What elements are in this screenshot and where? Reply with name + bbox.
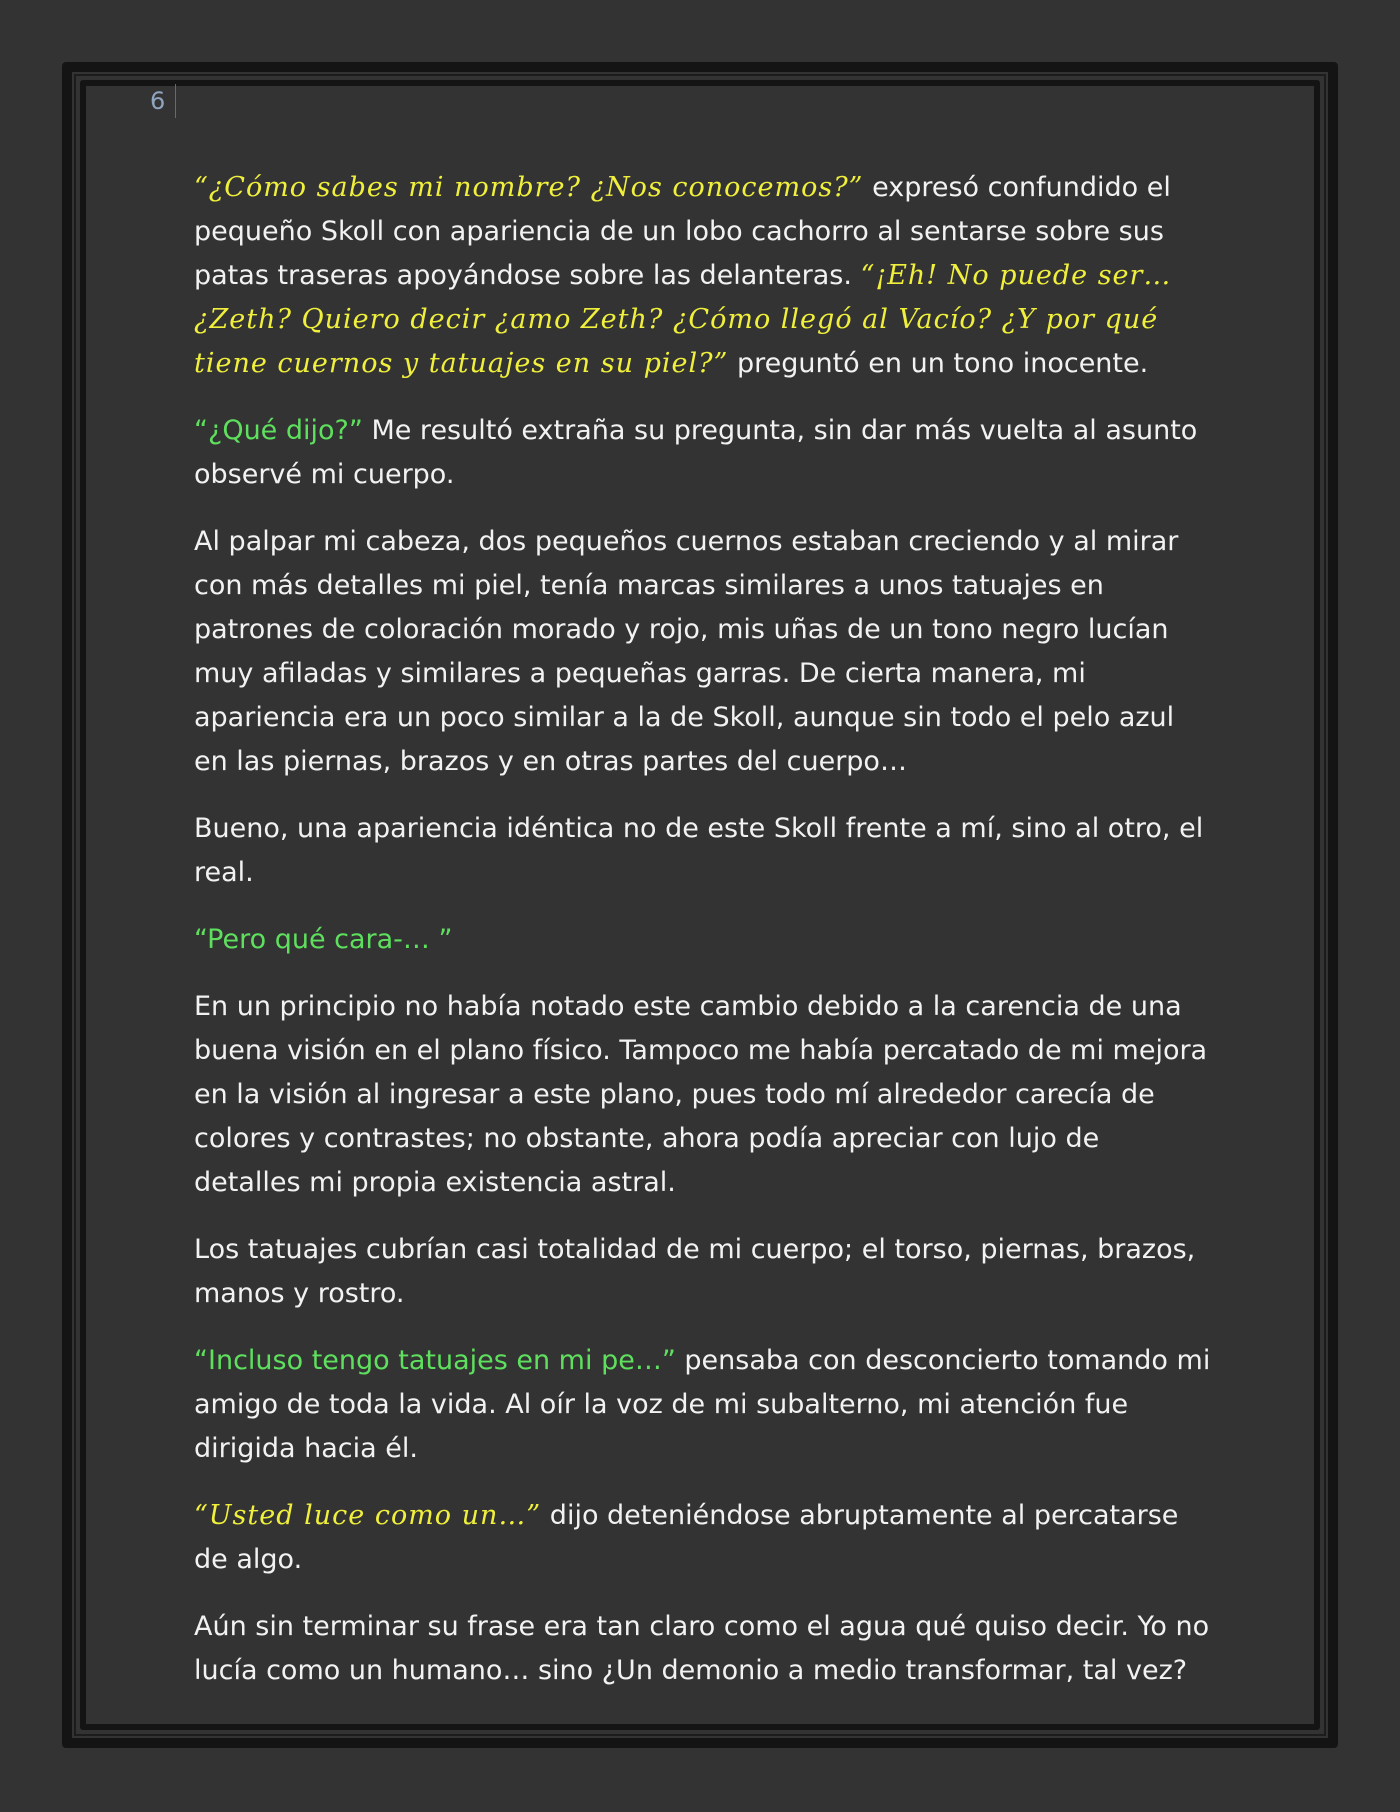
skoll-dialogue: “¿Cómo sabes mi nombre? ¿Nos conocemos?” (194, 172, 864, 203)
paragraph (194, 409, 1214, 497)
skoll-dialogue: “¡Eh! No puede ser… ¿Zeth? Quiero decir ¿amo Zeth? ¿Cómo llegó al Vacío? ¿Y por qué tiene cuernos y tatuajes en su piel?” (194, 260, 1172, 379)
paragraph (194, 166, 1214, 386)
paragraph (194, 807, 1214, 895)
zeth-dialogue: “¿Qué dijo?” (194, 415, 363, 446)
narration-text: Me resultó extraña su pregunta, sin dar más vuelta al asunto observé mi cuerpo. (194, 415, 1198, 490)
paragraph (194, 1605, 1214, 1693)
narration-text: Al palpar mi cabeza, dos pequeños cuernos estaban creciendo y al mirar con más detalles mi piel, tenía marcas similares a unos tatuajes en patrones de coloración morado y rojo, mis uñas de un tono negro lucían muy afiladas y similares a pequeñas garras. De cierta manera, mi apariencia era un poco similar a la de Skoll, aunque sin todo el pelo azul en las piernas, brazos y en otras partes del cuerpo… (194, 526, 1179, 777)
skoll-dialogue: “Usted luce como un…” (194, 1500, 542, 1531)
paragraph (194, 918, 1214, 962)
paragraph (194, 1339, 1214, 1471)
narration-text: preguntó en un tono inocente. (728, 348, 1149, 379)
narration-text: Los tatuajes cubrían casi totalidad de mi cuerpo; el torso, piernas, brazos, manos y rostro. (194, 1234, 1196, 1309)
zeth-dialogue: “Incluso tengo tatuajes en mi pe…” (194, 1345, 676, 1376)
paragraph (194, 1494, 1214, 1582)
paragraph (194, 520, 1214, 784)
page-body (194, 166, 1214, 1716)
page-number: 6 (150, 84, 176, 118)
narration-text: pensaba con desconcierto tomando mi amigo de toda la vida. Al oír la voz de mi subalterno, mi atención fue dirigida hacia él. (194, 1345, 1211, 1464)
narration-text: Bueno, una apariencia idéntica no de este Skoll frente a mí, sino al otro, el real. (194, 813, 1204, 888)
narration-text: Aún sin terminar su frase era tan claro como el agua qué quiso decir. Yo no lucía como un humano… sino ¿Un demonio a medio transformar, tal vez? (194, 1611, 1210, 1686)
narration-text: En un principio no había notado este cambio debido a la carencia de una buena visión en el plano físico. Tampoco me había percatado de mi mejora en la visión al ingresar a este plano, pues todo mí alrededor carecía de colores y contrastes; no obstante, ahora podía apreciar con lujo de detalles mi propia existencia astral. (194, 991, 1208, 1198)
narration-text: dijo deteniéndose abruptamente al percatarse de algo. (194, 1500, 1179, 1575)
paragraph (194, 985, 1214, 1205)
zeth-dialogue: “Pero qué cara-… ” (194, 924, 453, 955)
narration-text: expresó confundido el pequeño Skoll con apariencia de un lobo cachorro al sentarse sobre sus patas traseras apoyándose sobre las delanteras. (194, 172, 1171, 291)
paragraph (194, 1228, 1214, 1316)
